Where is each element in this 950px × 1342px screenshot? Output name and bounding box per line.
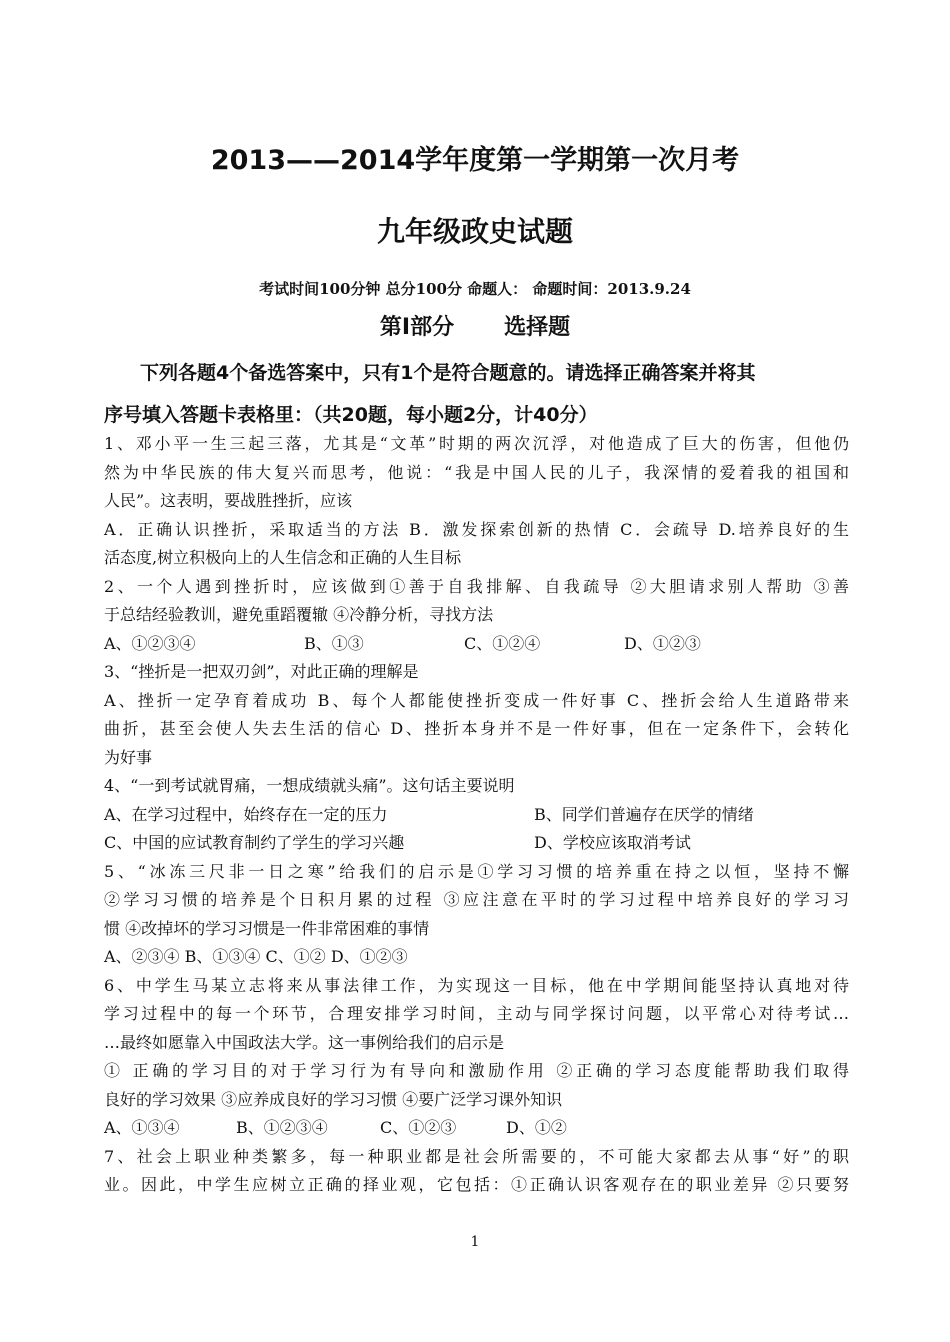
q2-options xyxy=(104,630,849,659)
instruction-line: 下列各题4个备选答案中，只有1个是符合题意的。请选择正确答案并将其 xyxy=(140,362,756,384)
option: D、学校应该取消考试 xyxy=(534,833,691,852)
option: A、①③④ xyxy=(104,1118,180,1137)
text-line: 3、“挫折是一把双刃剑”，对此正确的理解是 xyxy=(104,662,419,681)
text-line: …最终如愿靠入中国政法大学。这一事例给我们的启示是 xyxy=(104,1032,505,1052)
text-line: 1、邓小平一生三起三落，尤其是“文革”时期的两次沉浮，对他造成了巨大的伤害，但他仍 xyxy=(104,434,849,453)
section-name: 选择题 xyxy=(504,315,571,340)
text-line: A．正确认识挫折，采取适当的方法 B．激发探索创新的热情 C．会疏导 D.培养良好的生 xyxy=(104,519,849,539)
text-line: A、②③④ B、①③④ C、①② D、①②③ xyxy=(104,947,408,966)
option: A、在学习过程中，始终存在一定的压力 xyxy=(104,804,388,824)
exam-meta: 考试时间100分钟 总分100分 命题人： 命题时间：2013.9.24 xyxy=(259,280,691,298)
text-line: 5、“冰冻三尺非一日之寒”给我们的启示是①学习习惯的培养重在持之以恒，坚持不懈 xyxy=(104,861,849,881)
text-line: 学习过程中的每一个环节，合理安排学习时间，主动与同学探讨问题，以平常心对待考试… xyxy=(104,1004,849,1023)
option: D、①②③ xyxy=(624,633,701,653)
page-number: 1 xyxy=(470,1234,480,1250)
instruction-line: 序号填入答题卡表格里：（共20题，每小题2分，计40分） xyxy=(104,404,598,426)
question-body xyxy=(104,430,849,1200)
exam-title: 2013——2014学年度第一学期第一次月考 xyxy=(210,145,740,176)
option: B、①②③④ xyxy=(236,1118,328,1137)
option: C、①②④ xyxy=(464,633,541,653)
q4-options xyxy=(104,829,849,858)
text-line: 惯 ④改掉坏的学习习惯是一件非常困难的事情 xyxy=(104,918,430,938)
option: C、中国的应试教育制约了学生的学习兴趣 xyxy=(104,833,405,852)
section-heading xyxy=(0,310,950,341)
option: D、①② xyxy=(506,1118,567,1137)
option: C、①②③ xyxy=(380,1118,457,1137)
text-line: 于总结经验教训，避免重蹈覆辙 ④冷静分析，寻找方法 xyxy=(104,605,494,624)
option: B、同学们普遍存在厌学的情绪 xyxy=(534,804,754,824)
text-line: ②学习习惯的培养是个日积月累的过程 ③应注意在平时的学习过程中培养良好的学习习 xyxy=(104,890,849,909)
exam-subtitle: 九年级政史试题 xyxy=(376,215,573,248)
section-part: 第Ⅰ部分 xyxy=(379,315,455,340)
text-line: 2、一个人遇到挫折时，应该做到①善于自我排解、自我疏导 ②大胆请求别人帮助 ③善 xyxy=(104,576,849,596)
text-line: A、挫折一定孕育着成功 B、每个人都能使挫折变成一件好事 C、挫折会给人生道路带来 xyxy=(104,690,849,710)
option: A、①②③④ xyxy=(104,633,196,653)
text-line: 6、中学生马某立志将来从事法律工作，为实现这一目标，他在中学期间能坚持认真地对待 xyxy=(104,975,849,995)
text-line: 曲折，甚至会使人失去生活的信心 D、挫折本身并不是一件好事，但在一定条件下，会转化 xyxy=(104,719,849,738)
text-line: 然为中华民族的伟大复兴而思考，他说：“我是中国人民的儿子，我深情的爱着我的祖国和 xyxy=(104,462,849,482)
option: B、①③ xyxy=(304,633,364,653)
text-line: 人民”。这表明，要战胜挫折，应该 xyxy=(104,491,353,510)
text-line: 7、社会上职业种类繁多，每一种职业都是社会所需要的，不可能大家都去从事“好”的职 xyxy=(104,1146,849,1166)
instructions xyxy=(104,352,849,436)
text-line: 良好的学习效果 ③应养成良好的学习习惯 ④要广泛学习课外知识 xyxy=(104,1089,563,1109)
text-line: 业。因此，中学生应树立正确的择业观，它包括：①正确认识客观存在的职业差异 ②只要努 xyxy=(104,1175,849,1194)
text-line: 4、“一到考试就胃痛，一想成绩就头痛”。这句话主要说明 xyxy=(104,776,515,795)
q6-options xyxy=(104,1114,849,1143)
text-line: 活态度,树立积极向上的人生信念和正确的人生目标 xyxy=(104,548,462,567)
text-line: ① 正确的学习目的对于学习行为有导向和激励作用 ②正确的学习态度能帮助我们取得 xyxy=(104,1061,849,1080)
text-line: 为好事 xyxy=(104,747,153,767)
q4-options xyxy=(104,801,849,830)
